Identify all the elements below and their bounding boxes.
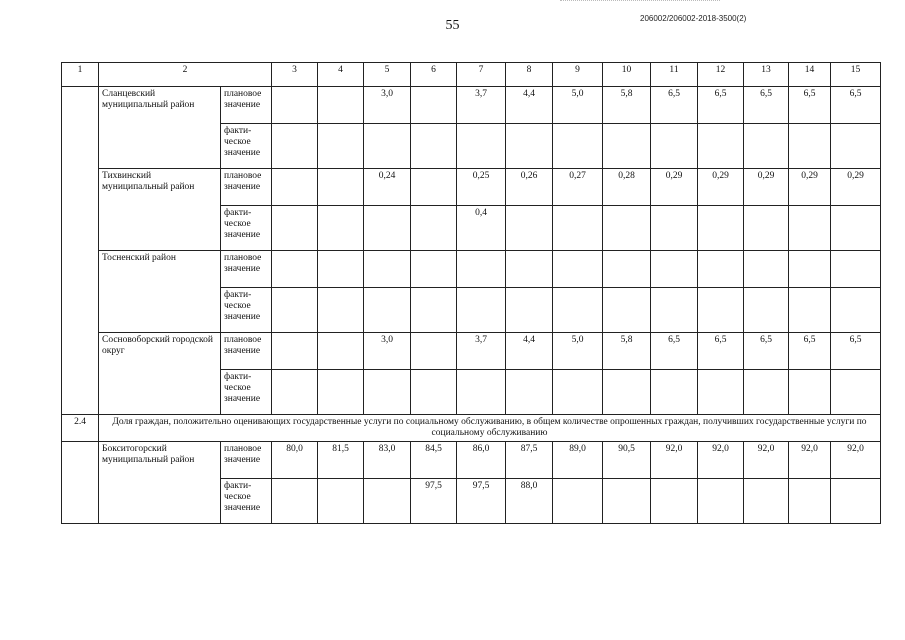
region-name: Тосненский район (99, 251, 221, 333)
plan-value: 6,5 (831, 333, 881, 370)
plan-label: плановое значение (221, 87, 272, 124)
fact-value (553, 124, 603, 169)
plan-value: 83,0 (364, 441, 411, 478)
region-plan-row (62, 87, 881, 124)
fact-value (603, 288, 651, 333)
plan-value: 5,8 (603, 87, 651, 124)
plan-value: 5,8 (603, 333, 651, 370)
column-header: 8 (506, 63, 553, 87)
plan-value: 92,0 (789, 441, 831, 478)
region-name: Бокситогорский муниципальный район (99, 441, 221, 523)
fact-value (411, 370, 457, 415)
plan-value: 6,5 (789, 87, 831, 124)
plan-value (272, 169, 318, 206)
region-plan-row (62, 169, 881, 206)
plan-value: 6,5 (744, 333, 789, 370)
fact-value (789, 370, 831, 415)
plan-value: 5,0 (553, 333, 603, 370)
plan-value: 84,5 (411, 441, 457, 478)
plan-value: 0,28 (603, 169, 651, 206)
plan-value (744, 251, 789, 288)
plan-label: плановое значение (221, 333, 272, 370)
column-header: 10 (603, 63, 651, 87)
fact-value (789, 288, 831, 333)
plan-value: 92,0 (744, 441, 789, 478)
column-header: 12 (698, 63, 744, 87)
fact-value (651, 478, 698, 523)
plan-value: 0,29 (651, 169, 698, 206)
fact-value: 97,5 (411, 478, 457, 523)
plan-value (651, 251, 698, 288)
plan-value: 81,5 (318, 441, 364, 478)
plan-value: 92,0 (698, 441, 744, 478)
plan-value: 89,0 (553, 441, 603, 478)
plan-value: 6,5 (698, 87, 744, 124)
fact-value (364, 288, 411, 333)
fact-label: факти-ческое значение (221, 288, 272, 333)
fact-value (318, 370, 364, 415)
plan-value (411, 333, 457, 370)
fact-value (744, 206, 789, 251)
fact-value (364, 124, 411, 169)
region-plan-row (62, 441, 881, 478)
scan-artifact (560, 0, 720, 4)
plan-value (272, 87, 318, 124)
plan-value (318, 87, 364, 124)
fact-value (789, 124, 831, 169)
fact-value (506, 288, 553, 333)
fact-value (364, 478, 411, 523)
plan-value: 6,5 (698, 333, 744, 370)
plan-value: 0,29 (789, 169, 831, 206)
fact-value (411, 206, 457, 251)
fact-value (603, 370, 651, 415)
column-header: 3 (272, 63, 318, 87)
column-header: 15 (831, 63, 881, 87)
plan-value: 0,24 (364, 169, 411, 206)
plan-value: 3,0 (364, 87, 411, 124)
fact-value (553, 370, 603, 415)
column-header: 5 (364, 63, 411, 87)
column-header: 4 (318, 63, 364, 87)
fact-value (603, 206, 651, 251)
fact-value (744, 370, 789, 415)
fact-value (651, 124, 698, 169)
region-name: Сосновоборский городской округ (99, 333, 221, 415)
document-id: 206002/206002-2018-3500(2) (640, 14, 747, 23)
fact-value (272, 478, 318, 523)
fact-value (411, 288, 457, 333)
plan-value: 0,29 (698, 169, 744, 206)
fact-value (744, 288, 789, 333)
plan-value: 4,4 (506, 333, 553, 370)
plan-value (457, 251, 506, 288)
fact-value (603, 478, 651, 523)
header-row (62, 63, 881, 87)
plan-value (411, 87, 457, 124)
plan-value: 3,7 (457, 333, 506, 370)
fact-value (744, 478, 789, 523)
column-header: 6 (411, 63, 457, 87)
fact-value (553, 478, 603, 523)
plan-value: 0,29 (744, 169, 789, 206)
section-row (62, 415, 881, 442)
fact-value (457, 370, 506, 415)
column-header: 11 (651, 63, 698, 87)
fact-value (789, 478, 831, 523)
plan-value (411, 251, 457, 288)
fact-value (831, 370, 881, 415)
column-header: 1 (62, 63, 99, 87)
plan-value (272, 251, 318, 288)
plan-value: 0,25 (457, 169, 506, 206)
fact-value (506, 370, 553, 415)
plan-value (318, 251, 364, 288)
fact-value (411, 124, 457, 169)
plan-value (553, 251, 603, 288)
fact-label: факти-ческое значение (221, 370, 272, 415)
plan-value (318, 169, 364, 206)
fact-value (318, 124, 364, 169)
fact-value: 0,4 (457, 206, 506, 251)
fact-value (364, 370, 411, 415)
fact-value (698, 370, 744, 415)
fact-value (272, 124, 318, 169)
fact-value (457, 124, 506, 169)
indicator-table (61, 62, 881, 524)
fact-value (789, 206, 831, 251)
fact-value (272, 288, 318, 333)
fact-value: 97,5 (457, 478, 506, 523)
plan-value: 3,0 (364, 333, 411, 370)
plan-value: 6,5 (831, 87, 881, 124)
column-header: 9 (553, 63, 603, 87)
plan-value: 0,26 (506, 169, 553, 206)
plan-value: 90,5 (603, 441, 651, 478)
fact-value (272, 370, 318, 415)
plan-value: 5,0 (553, 87, 603, 124)
plan-label: плановое значение (221, 441, 272, 478)
plan-value (364, 251, 411, 288)
plan-value (411, 169, 457, 206)
plan-value (272, 333, 318, 370)
fact-value (831, 206, 881, 251)
plan-value: 6,5 (744, 87, 789, 124)
fact-value (831, 124, 881, 169)
fact-value (698, 478, 744, 523)
section-number-cell (62, 87, 99, 415)
fact-value (831, 288, 881, 333)
plan-value: 0,27 (553, 169, 603, 206)
plan-label: плановое значение (221, 169, 272, 206)
plan-value: 0,29 (831, 169, 881, 206)
plan-value: 86,0 (457, 441, 506, 478)
fact-value (272, 206, 318, 251)
region-plan-row (62, 251, 881, 288)
fact-value (651, 206, 698, 251)
plan-value: 6,5 (651, 87, 698, 124)
column-header: 2 (99, 63, 272, 87)
fact-value: 88,0 (506, 478, 553, 523)
section-title: Доля граждан, положительно оценивающих государственные услуги по социальному обслуживанию, в общем количестве опрошенных граждан, получивших государственные услуги по социальному обслуживанию (99, 415, 881, 442)
plan-value (603, 251, 651, 288)
plan-value: 6,5 (651, 333, 698, 370)
fact-value (651, 370, 698, 415)
plan-value: 3,7 (457, 87, 506, 124)
page-number: 55 (445, 18, 460, 33)
fact-value (318, 478, 364, 523)
fact-value (744, 124, 789, 169)
fact-value (506, 206, 553, 251)
plan-value: 87,5 (506, 441, 553, 478)
plan-value: 92,0 (651, 441, 698, 478)
region-plan-row (62, 333, 881, 370)
plan-value: 92,0 (831, 441, 881, 478)
section-number: 2.4 (62, 415, 99, 442)
plan-value (831, 251, 881, 288)
fact-value (553, 288, 603, 333)
fact-label: факти-ческое значение (221, 124, 272, 169)
fact-value (506, 124, 553, 169)
fact-value (831, 478, 881, 523)
plan-value (698, 251, 744, 288)
fact-value (698, 124, 744, 169)
fact-value (698, 288, 744, 333)
plan-value: 6,5 (789, 333, 831, 370)
plan-value: 80,0 (272, 441, 318, 478)
plan-label: плановое значение (221, 251, 272, 288)
fact-value (364, 206, 411, 251)
fact-label: факти-ческое значение (221, 478, 272, 523)
fact-value (603, 124, 651, 169)
plan-value: 4,4 (506, 87, 553, 124)
plan-value (789, 251, 831, 288)
region-name: Сланцевский муниципальный район (99, 87, 221, 169)
fact-value (457, 288, 506, 333)
fact-value (553, 206, 603, 251)
fact-value (698, 206, 744, 251)
section-number-cell (62, 441, 99, 523)
fact-label: факти-ческое значение (221, 206, 272, 251)
fact-value (318, 206, 364, 251)
region-name: Тихвинский муниципальный район (99, 169, 221, 251)
fact-value (318, 288, 364, 333)
column-header: 7 (457, 63, 506, 87)
fact-value (651, 288, 698, 333)
plan-value (506, 251, 553, 288)
plan-value (318, 333, 364, 370)
column-header: 14 (789, 63, 831, 87)
column-header: 13 (744, 63, 789, 87)
